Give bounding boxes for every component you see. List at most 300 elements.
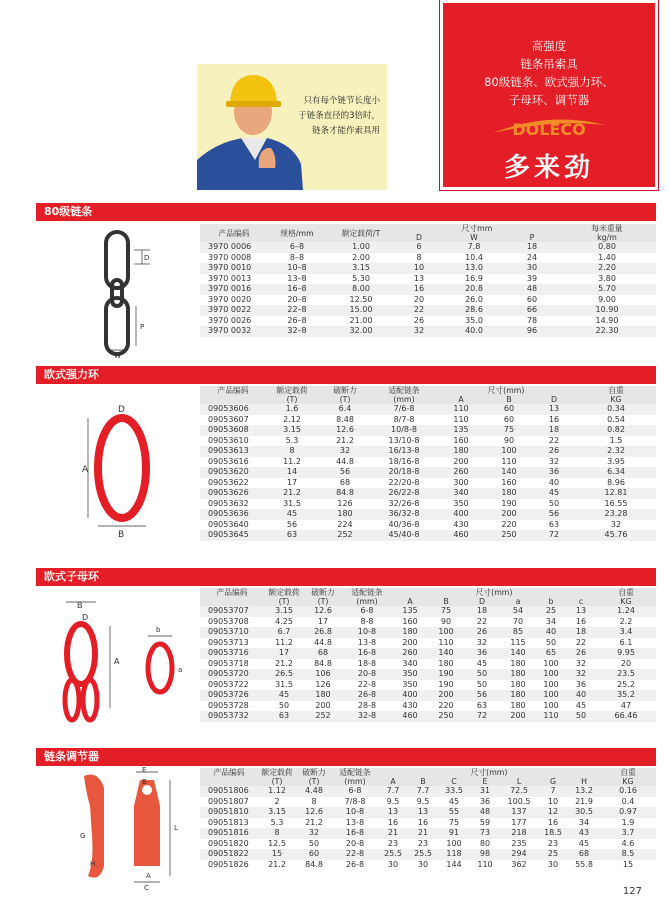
table-cell: 39 [506,274,558,285]
quote-line-2: 于链条直径的3倍时， [298,111,380,121]
table-cell: 65 [536,648,566,659]
chain-col-p: P [506,233,558,242]
ring-spec-table [200,386,656,541]
table-cell: 90 [428,617,464,628]
table-cell: 1.6 [266,404,318,415]
table-cell: 28-8 [342,701,392,712]
product-code-cell: 3970 0026 [200,316,268,327]
table-row [200,263,656,274]
table-row [200,295,656,306]
ring-col-load-unit: (T) [266,395,318,404]
table-cell: 55 [438,807,470,818]
table-cell: 7.7 [408,786,438,797]
shortener-col-chain-top: 适配链条 [332,768,378,777]
table-cell: 200 [304,701,342,712]
ring-col-d: D [532,395,576,404]
table-cell: 260 [436,467,486,478]
table-cell: 218 [500,828,538,839]
master-col-chain-top: 适配链条 [342,588,392,597]
table-cell: 1.5 [576,436,656,447]
table-cell: 45 [438,797,470,808]
table-cell: 8.00 [326,284,396,295]
ring-label-b: B [118,530,125,540]
table-cell: 22 [464,617,500,628]
table-cell: 45 [568,839,600,850]
table-row [200,860,656,871]
table-cell: 26.0 [442,295,506,306]
master-table-body [200,606,656,722]
shortener-col-load-top: 额定载荷 [258,768,296,777]
table-cell: 200 [436,457,486,468]
table-cell: 54 [500,606,536,617]
table-row [200,446,656,457]
table-cell: 10 [396,263,442,274]
table-cell: 10/8-8 [372,425,436,436]
table-cell: 180 [392,627,428,638]
table-cell: 224 [318,520,372,531]
table-cell: 36 [566,680,596,691]
safety-quote [280,94,380,139]
chain-label-w: W [114,352,121,358]
table-cell: 115 [500,638,536,649]
table-cell: 26.5 [264,669,304,680]
table-cell: 20 [396,295,442,306]
master-col-load-top: 额定载荷 [264,588,304,597]
table-row [200,457,656,468]
table-cell: 180 [428,659,464,670]
table-cell: 32–8 [268,326,326,337]
table-cell: 22/20-8 [372,478,436,489]
table-cell: 17 [304,617,342,628]
product-code-cell: 09051813 [200,818,258,829]
table-cell: 84.8 [296,860,332,871]
shortener-col-c: C [438,777,470,786]
table-cell: 13/10-8 [372,436,436,447]
table-cell: 10-8 [332,807,378,818]
table-cell: 32 [296,828,332,839]
table-cell: 45 [264,690,304,701]
table-cell: 31.5 [266,499,318,510]
table-cell: 400 [392,690,428,701]
table-cell: 1.00 [326,242,396,253]
table-cell: 31.5 [264,680,304,691]
table-cell: 4.6 [600,839,656,850]
table-cell: 190 [428,680,464,691]
table-cell: 25 [536,606,566,617]
table-cell: 235 [500,839,538,850]
table-cell: 25 [538,849,568,860]
ring-col-break-unit: (T) [318,395,372,404]
table-cell: 200 [486,509,532,520]
table-cell: 100.5 [500,797,538,808]
table-cell: 160 [436,436,486,447]
master-col-code: 产品编码 [200,588,264,597]
table-cell: 45.76 [576,530,656,541]
table-row [200,786,656,797]
table-cell: 1.9 [600,818,656,829]
shortener-col-size: 尺寸(mm) [378,768,600,777]
table-cell: 16 [566,617,596,628]
table-cell: 430 [392,701,428,712]
table-cell: 144 [438,860,470,871]
product-code-cell: 09053606 [200,404,266,415]
master-col-break-top: 破断力 [304,588,342,597]
master-col-weight-unit: KG [596,597,656,606]
master-col-size: 尺寸(mm) [392,588,596,597]
table-cell: 180 [500,669,536,680]
table-cell: 180 [318,509,372,520]
table-cell: 10.4 [442,253,506,264]
table-cell: 16 [378,818,408,829]
ring-col-load-top: 额定载荷 [266,386,318,395]
master-spec-table [200,588,656,722]
table-cell: 350 [392,669,428,680]
table-cell: 80 [470,839,500,850]
shortener-label-h: H [90,860,96,868]
table-cell: 110 [486,457,532,468]
table-cell: 47 [596,701,656,712]
table-cell: 98 [470,849,500,860]
product-code-cell: 09053645 [200,530,266,541]
table-cell: 32 [532,457,576,468]
table-cell: 3.15 [326,263,396,274]
shortener-col-break-unit: (T) [296,777,332,786]
product-code-cell: 09051816 [200,828,258,839]
table-cell: 12.6 [304,606,342,617]
table-cell: 26/22-8 [372,488,436,499]
shortener-label-a: A [146,872,151,880]
table-cell: 50 [536,638,566,649]
table-cell: 22 [566,638,596,649]
product-code-cell: 09053640 [200,520,266,531]
chain-col-weight-top: 每米重量 [558,224,656,233]
table-cell: 15 [600,860,656,871]
table-cell: 26 [532,446,576,457]
ring-col-chain-top: 适配链条 [372,386,436,395]
table-row [200,680,656,691]
product-code-cell: 3970 0008 [200,253,268,264]
table-cell: 11.2 [266,457,318,468]
table-cell: 22-8 [342,680,392,691]
table-cell: 63 [264,711,304,722]
table-cell: 7 [538,786,568,797]
shortener-label-c: C [144,884,149,890]
table-cell: 32 [566,669,596,680]
chain-col-weight-unit: kg/m [558,233,656,242]
table-cell: 3.15 [266,425,318,436]
table-cell: 91 [438,828,470,839]
shortener-col-g: G [538,777,568,786]
table-cell: 22–8 [268,305,326,316]
table-cell: 96 [506,326,558,337]
table-row [200,478,656,489]
table-cell: 22.30 [558,326,656,337]
chain-drawing [90,228,170,358]
table-cell: 48 [506,284,558,295]
table-cell: 75 [428,606,464,617]
table-cell: 40 [536,627,566,638]
table-cell: 23.5 [596,669,656,680]
table-row [200,467,656,478]
table-row [200,690,656,701]
table-cell: 21.2 [266,488,318,499]
table-cell: 1.12 [258,786,296,797]
table-cell: 30 [506,263,558,274]
table-cell: 63 [532,520,576,531]
section-title-master: 欧式子母环 [36,568,656,586]
product-code-cell: 09053613 [200,446,266,457]
master-label-a: A [114,657,120,666]
table-cell: 44.8 [318,457,372,468]
table-cell: 40 [566,690,596,701]
table-cell: 13 [566,606,596,617]
table-cell: 10.90 [558,305,656,316]
table-cell: 35.2 [596,690,656,701]
product-code-cell: 09053607 [200,415,266,426]
table-cell: 220 [486,520,532,531]
table-cell: 21.00 [326,316,396,327]
table-cell: 15.00 [326,305,396,316]
table-cell: 21.9 [568,797,600,808]
header-title [443,37,655,109]
table-cell: 137 [500,807,538,818]
product-code-cell: 09053636 [200,509,266,520]
table-cell: 21.2 [264,659,304,670]
table-cell: 8.96 [576,478,656,489]
table-row [200,617,656,628]
table-row [200,849,656,860]
chain-label-p: P [140,323,145,331]
table-row [200,404,656,415]
table-cell: 460 [436,530,486,541]
chain-spec-table [200,224,656,337]
table-cell: 200 [428,690,464,701]
table-cell: 30.5 [568,807,600,818]
chain-col-spec: 规格/mm [268,224,326,242]
table-cell: 9.5 [408,797,438,808]
table-cell: 3.15 [264,606,304,617]
table-row [200,242,656,253]
table-cell: 8 [396,253,442,264]
table-cell: 40 [532,478,576,489]
shortener-label-l: L [174,824,178,832]
shortener-col-code: 产品编码 [200,768,258,777]
table-cell: 16.9 [442,274,506,285]
table-cell: 177 [500,818,538,829]
logo-text: DOLECO [512,120,586,139]
header-title-line-3: 80级链条、欧式强力环、 [484,75,614,89]
table-cell: 56 [532,509,576,520]
table-cell: 23 [378,839,408,850]
product-code-cell: 09053707 [200,606,264,617]
table-cell: 8 [296,797,332,808]
table-cell: 13 [378,807,408,818]
product-code-cell: 09051820 [200,839,258,850]
table-cell: 5.70 [558,284,656,295]
table-row [200,701,656,712]
shortener-col-l: L [500,777,538,786]
table-cell: 15 [258,849,296,860]
table-cell: 31 [470,786,500,797]
product-code-cell: 09053720 [200,669,264,680]
table-cell: 160 [486,478,532,489]
table-cell: 84.8 [304,659,342,670]
table-cell: 32 [318,446,372,457]
table-cell: 190 [486,499,532,510]
table-row [200,807,656,818]
table-cell: 75 [438,818,470,829]
product-code-cell: 3970 0032 [200,326,268,337]
ring-col-code: 产品编码 [200,386,266,395]
table-row [200,648,656,659]
table-cell: 0.82 [576,425,656,436]
table-cell: 48 [470,807,500,818]
table-cell: 72.5 [500,786,538,797]
table-cell: 140 [500,648,536,659]
product-code-cell: 09053728 [200,701,264,712]
table-cell: 32/26-8 [372,499,436,510]
table-cell: 180 [500,701,536,712]
table-cell: 8 [266,446,318,457]
product-code-cell: 09051822 [200,849,258,860]
table-cell: 2.32 [576,446,656,457]
table-cell: 6–8 [268,242,326,253]
shortener-label-g: G [80,832,86,840]
table-cell: 200 [392,638,428,649]
table-cell: 60 [296,849,332,860]
table-cell: 56 [464,690,500,701]
master-col-b: B [428,597,464,606]
table-cell: 2.00 [326,253,396,264]
product-code-cell: 09053713 [200,638,264,649]
table-cell: 26-8 [332,860,378,871]
table-cell: 17 [264,648,304,659]
table-cell: 1.24 [596,606,656,617]
product-code-cell: 09053708 [200,617,264,628]
table-cell: 6.4 [318,404,372,415]
chain-table-body [200,242,656,337]
table-cell: 0.80 [558,242,656,253]
table-cell: 90 [486,436,532,447]
master-col-break-unit: (T) [304,597,342,606]
table-cell: 110 [436,404,486,415]
ring-col-b: B [486,395,532,404]
table-cell: 3.15 [258,807,296,818]
table-cell: 75 [486,425,532,436]
table-cell: 23 [538,839,568,850]
brand-chinese-name: 多来劲 [503,153,594,183]
table-cell: 180 [436,446,486,457]
table-cell: 3.80 [558,274,656,285]
table-cell: 56 [266,520,318,531]
table-cell: 7.7 [378,786,408,797]
table-cell: 22 [532,436,576,447]
table-cell: 5.3 [266,436,318,447]
master-label-small-a: a [178,666,183,674]
table-row [200,828,656,839]
product-code-cell: 09053616 [200,457,266,468]
table-cell: 78 [506,316,558,327]
shortener-col-load-unit: (T) [258,777,296,786]
table-row [200,499,656,510]
product-code-cell: 09053610 [200,436,266,447]
table-cell: 26.8 [304,627,342,638]
table-cell: 23 [408,839,438,850]
table-cell: 7.8 [442,242,506,253]
table-cell: 0.4 [600,797,656,808]
table-cell: 21 [378,828,408,839]
table-cell: 50 [264,701,304,712]
table-cell: 180 [500,659,536,670]
table-cell: 16 [532,415,576,426]
table-cell: 0.34 [576,404,656,415]
table-cell: 100 [536,659,566,670]
table-cell: 13–8 [268,274,326,285]
ring-col-break-top: 破断力 [318,386,372,395]
table-cell: 260 [392,648,428,659]
chain-label-d: D [144,254,150,262]
table-cell: 14.90 [558,316,656,327]
table-cell: 135 [436,425,486,436]
master-col-load-unit: (T) [264,597,304,606]
table-cell: 20/18-8 [372,467,436,478]
table-cell: 350 [392,680,428,691]
table-cell: 66 [506,305,558,316]
product-code-cell: 09053722 [200,680,264,691]
table-cell: 110 [470,860,500,871]
table-cell: 10-8 [342,627,392,638]
table-cell: 340 [392,659,428,670]
table-cell: 13 [408,807,438,818]
table-cell: 32 [576,520,656,531]
table-row [200,425,656,436]
product-code-cell: 3970 0010 [200,263,268,274]
table-cell: 34 [536,617,566,628]
table-cell: 18 [566,627,596,638]
table-cell: 20–8 [268,295,326,306]
table-cell: 84.8 [318,488,372,499]
table-row [200,797,656,808]
product-code-cell: 09053626 [200,488,266,499]
table-cell: 252 [318,530,372,541]
table-cell: 36 [470,797,500,808]
table-cell: 32.00 [326,326,396,337]
table-cell: 68 [304,648,342,659]
table-cell: 18 [464,606,500,617]
table-cell: 12 [538,807,568,818]
table-cell: 36 [532,467,576,478]
table-row [200,839,656,850]
shortener-col-weight-top: 自重 [600,768,656,777]
table-cell: 21.2 [296,818,332,829]
master-col-d: D [464,597,500,606]
table-cell: 13 [532,404,576,415]
table-row [200,711,656,722]
master-label-b: B [77,601,83,610]
table-cell: 3.4 [596,627,656,638]
table-cell: 3.95 [576,457,656,468]
table-cell: 13-8 [332,818,378,829]
table-cell: 45 [266,509,318,520]
product-code-cell: 09053732 [200,711,264,722]
table-cell: 32 [464,638,500,649]
table-cell: 10–8 [268,263,326,274]
table-cell: 50 [566,711,596,722]
table-cell: 12.50 [326,295,396,306]
shortener-spec-table [200,768,656,870]
master-label-small-b: b [156,626,161,634]
table-cell: 8.5 [600,849,656,860]
